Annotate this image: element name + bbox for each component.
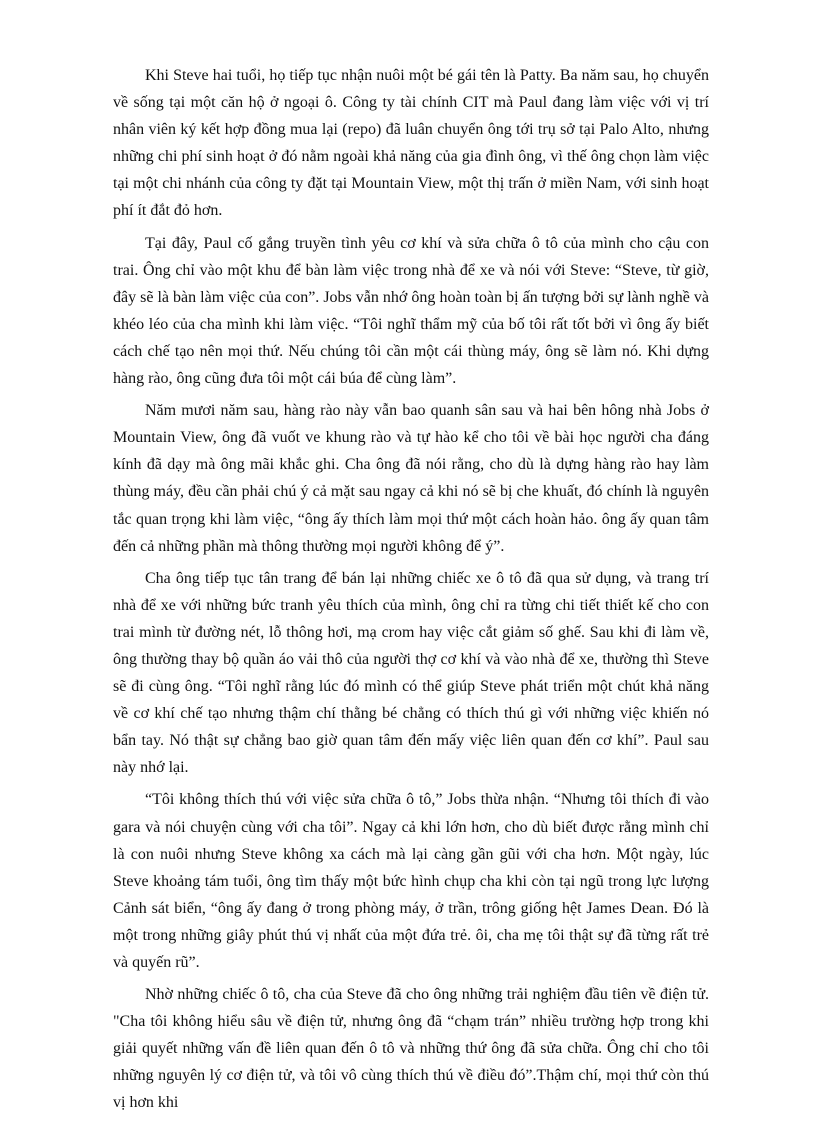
paragraph: Tại đây, Paul cố gắng truyền tình yêu cơ khí và sửa chữa ô tô của mình cho cậu con trai. Ông chỉ vào một khu để bàn làm việc trong nhà để xe và nói với Steve: “Steve, từ giờ, đây sẽ là bàn làm việc của con”. Jobs vẫn nhớ ông hoàn toàn bị ấn tượng bởi sự lành nghề và khéo léo của cha mình khi làm việc. “Tôi nghĩ thẩm mỹ của bố tôi rất tốt bởi vì ông ấy biết cách chế tạo nên mọi thứ. Nếu chúng tôi cần một cái thùng máy, ông sẽ làm nó. Khi dựng hàng rào, ông cũng đưa tôi một cái búa để cùng làm”. (113, 234, 709, 388)
paragraph: Nhờ những chiếc ô tô, cha của Steve đã cho ông những trải nghiệm đầu tiên về điện tử. "Cha tôi không hiểu sâu về điện tử, nhưng ông đã “chạm trán” nhiều trường hợp trong khi giải quyết những vấn đề liên quan đến ô tô và những thứ ông đã sửa chữa. Ông chỉ cho tôi những nguyên lý cơ điện tử, và tôi vô cùng thích thú về điều đó”.Thậm chí, mọi thứ còn thú vị hơn khi (113, 986, 709, 1112)
paragraph: Khi Steve hai tuổi, họ tiếp tục nhận nuôi một bé gái tên là Patty. Ba năm sau, họ chuyển về sống tại một căn hộ ở ngoại ô. Công ty tài chính CIT mà Paul đang làm việc với vị trí nhân viên ký kết hợp đồng mua lại (repo) đã luân chuyển ông tới trụ sở tại Palo Alto, nhưng những chi phí sinh hoạt ở đó nằm ngoài khả năng của gia đình ông, vì thế ông chọn làm việc tại một chi nhánh của công ty đặt tại Mountain View, một thị trấn ở miền Nam, với sinh hoạt phí ít đắt đỏ hơn. (113, 67, 709, 220)
paragraph: Cha ông tiếp tục tân trang để bán lại những chiếc xe ô tô đã qua sử dụng, và trang trí nhà để xe với những bức tranh yêu thích của mình, ông chỉ ra từng chi tiết thiết kế cho con trai mình từ đường nét, lỗ thông hơi, mạ crom hay việc cắt giảm số ghế. Sau khi đi làm về, ông thường thay bộ quần áo vải thô của người thợ cơ khí và vào nhà để xe, thường thì Steve sẽ đi cùng ông. “Tôi nghĩ rằng lúc đó mình có thể giúp Steve phát triển một chút khả năng về cơ khí chế tạo nhưng thậm chí thằng bé chẳng có thích thú gì với những việc khiến nó bẩn tay. Nó thật sự chẳng bao giờ quan tâm đến mấy việc liên quan đến cơ khí”. Paul sau này nhớ lại. (113, 569, 709, 777)
paragraph: Năm mươi năm sau, hàng rào này vẫn bao quanh sân sau và hai bên hông nhà Jobs ở Mountain View, ông đã vuốt ve khung rào và tự hào kể cho tôi về bài học người cha đáng kính đã dạy mà ông mãi khắc ghi. Cha ông đã nói rằng, cho dù là dựng hàng rào hay làm thùng máy, đều cần phải chú ý cả mặt sau ngay cả khi nó sẽ bị che khuất, đó chính là nguyên tắc quan trọng khi làm việc, “ông ấy thích làm mọi thứ một cách hoàn hảo. ông ấy quan tâm đến cả những phần mà thông thường mọi người không để ý”. (113, 402, 709, 555)
body-text (113, 62, 709, 1122)
paragraph: “Tôi không thích thú với việc sửa chữa ô tô,” Jobs thừa nhận. “Nhưng tôi thích đi vào gara và nói chuyện cùng với cha tôi”. Ngay cả khi lớn hơn, cho dù biết được rằng mình chỉ là con nuôi nhưng Steve không xa cách mà lại càng gần gũi với cha hơn. Một ngày, lúc Steve khoảng tám tuổi, ông tìm thấy một bức hình chụp cha khi còn tại ngũ trong lực lượng Cảnh sát biển, “ông ấy đang ở trong phòng máy, ở trần, trông giống hệt James Dean. Đó là một trong những giây phút thú vị nhất của một đứa trẻ. ôi, cha mẹ tôi thật sự đã từng rất trẻ và quyến rũ”. (113, 791, 709, 971)
